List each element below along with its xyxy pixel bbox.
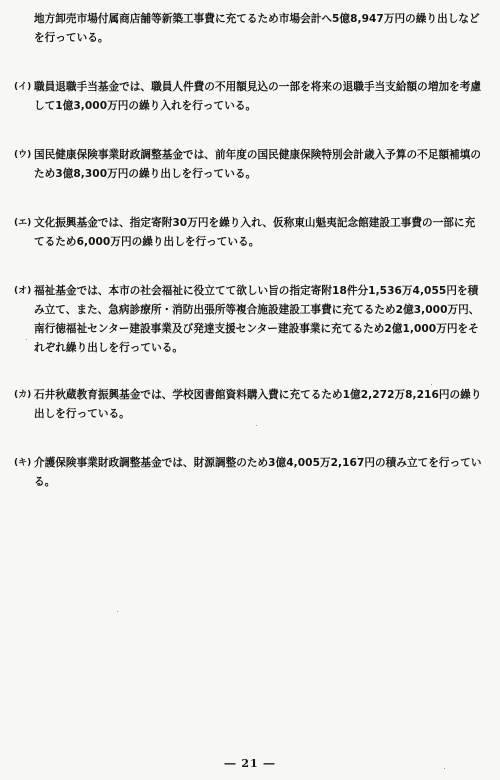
scan-speck bbox=[357, 456, 358, 457]
item-marker: (オ) bbox=[14, 286, 32, 296]
list-item-ki bbox=[14, 454, 484, 492]
item-text: 介護保険事業財政調整基金では、財源調整のため3億4,005万2,167円の積み立てを行っている。 bbox=[34, 457, 482, 488]
scan-speck bbox=[117, 611, 118, 612]
scan-speck bbox=[256, 425, 257, 426]
lead-paragraph-text: 地方卸売市場付属商店舗等新築工事費に充てるため市場会計へ5億8,947万円の繰り出しなどを行っている。 bbox=[34, 13, 480, 44]
list-item-u bbox=[14, 146, 484, 184]
list-item-e bbox=[14, 214, 484, 252]
item-marker: (エ) bbox=[14, 218, 32, 228]
item-text: 石井秋蔵教育振興基金では、学校図書館資料購入費に充てるため1億2,272万8,216円の繰り出しを行っている。 bbox=[34, 389, 482, 420]
item-text: 文化振興基金では、指定寄附30万円を繰り入れ、仮称東山魁夷記念館建設工事費の一部に充てるため6,000万円の繰り出しを行っている。 bbox=[34, 217, 476, 248]
page-number: ― 21 ― bbox=[224, 757, 276, 770]
item-marker: (ウ) bbox=[14, 150, 32, 160]
item-marker: (イ) bbox=[14, 82, 32, 92]
item-text: 職員退職手当基金では、職員人件費の不用額見込の一部を将来の退職手当支給額の増加を考慮して1億3,000万円の繰り入れを行っている。 bbox=[34, 81, 482, 112]
item-text: 国民健康保険事業財政調整基金では、前年度の国民健康保険特別会計歳入予算の不足額補填のため3億8,300万円の繰り出しを行っている。 bbox=[34, 149, 482, 180]
list-item-i bbox=[14, 78, 484, 116]
scan-speck bbox=[431, 384, 432, 385]
item-text: 福祉基金では、本市の社会福祉に役立てて欲しい旨の指定寄附18件分1,536万4,055円を積み立て、また、急病診療所・消防出張所等複合施設建設工事費に充てるため2億3,000万円、南行徳福祉センター建設事業及び発達支援センター建設事業に充てるため2億1,000万円をそれぞれ繰り出しを行っている。 bbox=[34, 285, 480, 354]
lead-paragraph bbox=[34, 10, 484, 48]
scan-speck bbox=[444, 768, 445, 769]
item-marker: (キ) bbox=[14, 458, 32, 468]
scan-speck bbox=[26, 339, 27, 340]
list-item-ka bbox=[14, 386, 484, 424]
list-item-o bbox=[14, 282, 484, 358]
item-marker: (カ) bbox=[14, 390, 32, 400]
